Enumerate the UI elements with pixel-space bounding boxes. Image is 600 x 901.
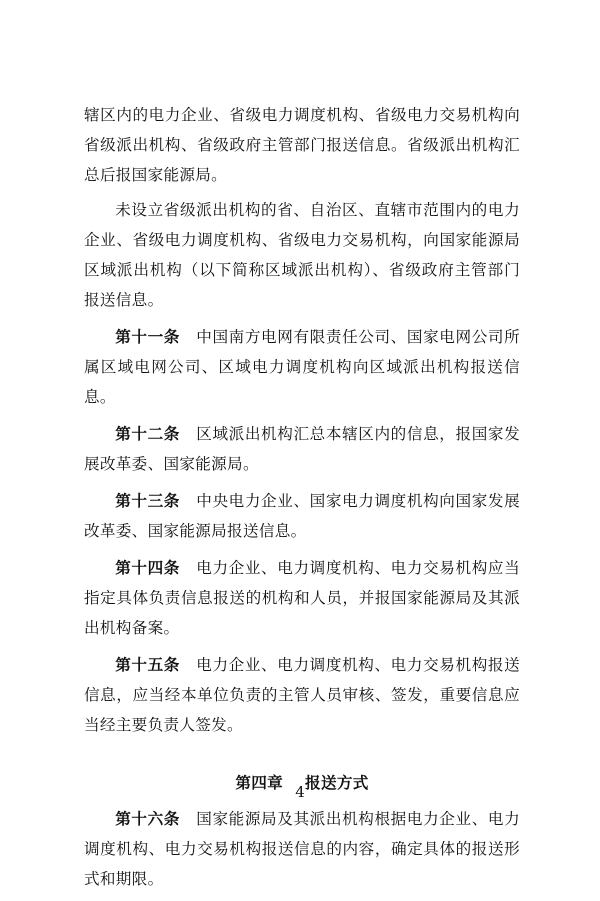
article-text: 电力企业、电力调度机构、电力交易机构报送信息，应当经本单位负责的主管人员审核、签发，重要信息应当经主要负责人签发。 (84, 656, 520, 734)
article-label: 第十一条 (115, 328, 181, 346)
article-14 (84, 553, 520, 643)
article-15 (84, 650, 520, 740)
chapter-title: 报送方式 (305, 774, 369, 792)
article-label: 第十三条 (115, 492, 181, 510)
article-16 (84, 804, 520, 894)
body-text (84, 100, 520, 901)
article-text: 国家能源局及其派出机构根据电力企业、电力调度机构、电力交易机构报送信息的内容，确定具体的报送形式和期限。 (84, 810, 520, 888)
article-13 (84, 486, 520, 546)
article-text: 区域派出机构汇总本辖区内的信息，报国家发展改革委、国家能源局。 (84, 425, 520, 473)
article-text: 中央电力企业、国家电力调度机构向国家发展改革委、国家能源局报送信息。 (84, 492, 520, 540)
article-label: 第十六条 (115, 810, 181, 828)
article-label: 第十二条 (115, 425, 181, 443)
article-12 (84, 419, 520, 479)
paragraph-continued: 辖区内的电力企业、省级电力调度机构、省级电力交易机构向省级派出机构、省级政府主管部门报送信息。省级派出机构汇总后报国家能源局。 (84, 106, 520, 184)
article-text: 电力企业、电力调度机构、电力交易机构应当指定具体负责信息报送的机构和人员，并报国家能源局及其派出机构备案。 (84, 559, 520, 637)
article-label: 第十五条 (115, 656, 181, 674)
chapter-number: 第四章 (235, 774, 284, 792)
page-number: 4 (295, 783, 305, 801)
paragraph-no-provincial-office: 未设立省级派出机构的省、自治区、直辖市范围内的电力企业、省级电力调度机构、省级电力交易机构，向国家能源局区域派出机构（以下简称区域派出机构）、省级政府主管部门报送信息。 (84, 201, 520, 309)
article-label: 第十四条 (115, 559, 181, 577)
article-11 (84, 322, 520, 412)
article-text: 中国南方电网有限责任公司、国家电网公司所属区域电网公司、区域电力调度机构向区域派出机构报送信息。 (84, 328, 520, 406)
